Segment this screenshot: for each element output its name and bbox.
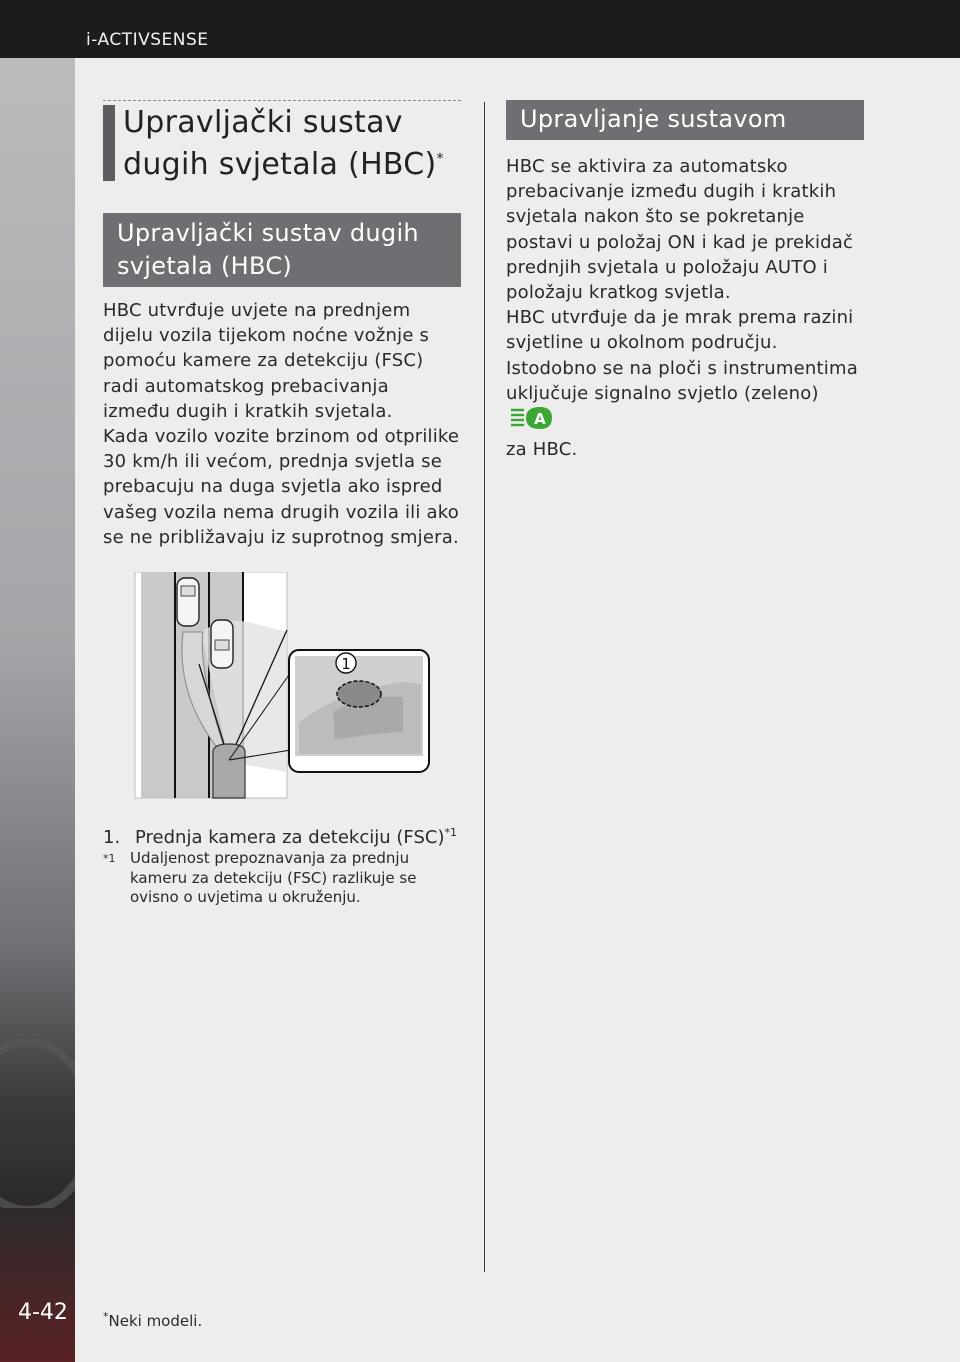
subtitle-banner: Upravljački sustav dugih svjetala (HBC) <box>103 213 461 287</box>
caption-number: 1. <box>103 827 121 849</box>
main-title <box>123 105 461 183</box>
title-accent-bar <box>103 105 115 181</box>
caption-text: Prednja kamera za detekciju (FSC) <box>135 827 445 849</box>
operation-paragraph-3 <box>506 356 864 463</box>
hbc-figure <box>103 572 461 804</box>
operation-paragraph-1: HBC se aktivira za automatsko prebacivanje između dugih i kratkih svjetala nakon što se pokretanje postavi u položaj ON i kad je prekidač prednjih svjetala u položaju AUTO i položaju kratkog svjetla. <box>506 156 854 304</box>
figure-callout-number: 1 <box>341 655 351 674</box>
steering-wheel-graphic <box>0 1038 75 1214</box>
note-marker: *1 <box>103 852 116 866</box>
main-title-text: Upravljački sustav dugih svjetala (HBC) <box>123 105 437 182</box>
figure-caption <box>103 822 461 849</box>
paragraph-2: Kada vozilo vozite brzinom od otprilike 30 km/h ili većom, prednja svjetla se prebacuju na duga svjetla ako ispred vašeg vozila nema drugih vozila ili ako se ne približavaju iz suprotnog smjera. <box>103 426 460 548</box>
main-title-block <box>103 100 461 183</box>
operation-heading: Upravljanje sustavom <box>506 100 864 140</box>
indicator-text-before: Istodobno se na ploči s instrumentima uključuje signalno svjetlo (zeleno) <box>506 357 858 404</box>
svg-text:A: A <box>534 410 546 429</box>
console-graphic <box>0 1208 75 1362</box>
page-number: 4-42 <box>18 1300 68 1325</box>
footnote-marker: * <box>103 1310 109 1323</box>
header-bar <box>0 0 960 58</box>
hbc-illustration <box>103 572 433 804</box>
operation-paragraph-2: HBC utvrđuje da je mrak prema razini svjetline u okolnom području. <box>506 307 854 354</box>
paragraph-1: HBC utvrđuje uvjete na prednjem dijelu vozila tijekom noćne vožnje s pomoću kamere za detekciju (FSC) radi automatskog prebacivanja između dugih i kratkih svjetala. <box>103 300 430 422</box>
note-text: Udaljenost prepoznavanja za prednju kameru za detekciju (FSC) razlikuje se ovisno o uvjetima u okruženju. <box>130 849 417 907</box>
caption-note <box>103 849 461 908</box>
indicator-text-after: za HBC. <box>506 439 578 461</box>
footnote <box>103 1310 202 1330</box>
section-title: i-ACTIVSENSE <box>86 30 209 50</box>
left-column <box>103 100 461 908</box>
title-marker: * <box>436 151 444 167</box>
footnote-text: Neki modeli. <box>108 1312 203 1330</box>
column-divider <box>484 102 485 1272</box>
hbc-indicator-icon <box>510 406 554 437</box>
side-photo-strip <box>0 58 75 1362</box>
caption-marker: *1 <box>444 826 457 840</box>
right-column <box>506 100 864 462</box>
